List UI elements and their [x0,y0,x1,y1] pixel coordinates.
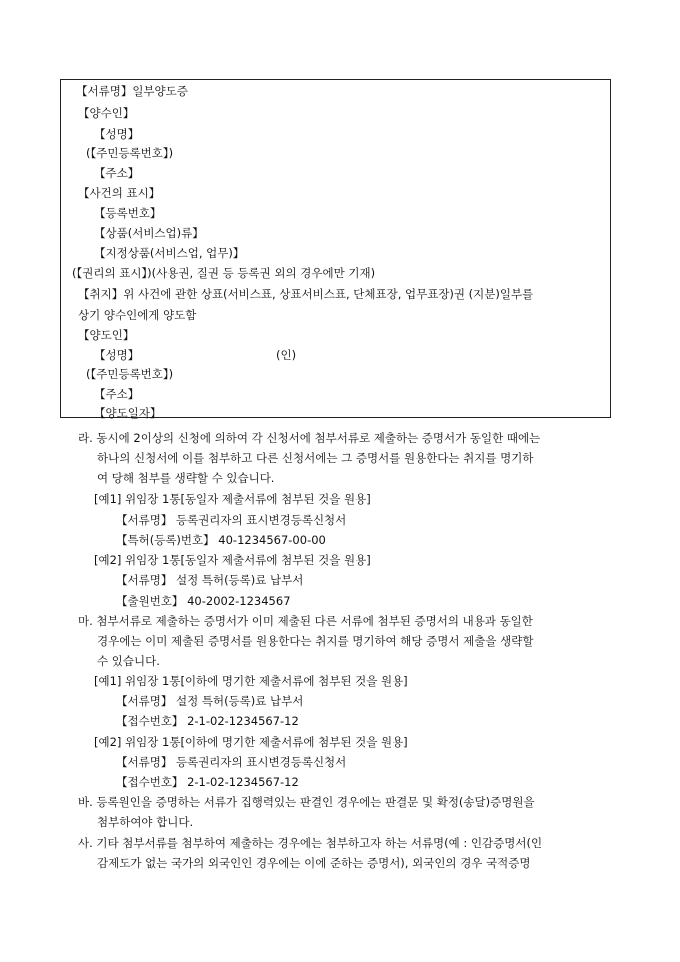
form-designated-goods: 【지정상품(서비스업, 업무)】 [94,246,245,260]
item-ma-example2: [예2] 위임장 1통[이하에 명기한 제출서류에 첨부된 것을 원용] [94,735,408,749]
form-doc-name: 【서류명】일부양도증 [76,84,188,98]
item-ma-line3: 수 있습니다. [97,654,160,668]
item-ba-line1: 바. 등록원인을 증명하는 서류가 집행력있는 판결인 경우에는 판결문 및 확정(송달)증명원을 [78,795,535,809]
form-reg-number: 【등록번호】 [94,206,162,220]
form-assignee-name: 【성명】 [94,127,140,141]
form-case-heading: 【사건의 표시】 [78,186,161,200]
item-ba-line2: 첨부하여야 합니다. [97,815,194,829]
item-ra-example2: [예2] 위임장 1통[동일자 제출서류에 첨부된 것을 원용] [94,553,371,567]
form-rights-indication: (【권리의 표시】)(사용권, 질권 등 등록권 외의 경우에만 기재) [72,266,376,280]
item-ra-example1-doc: 【서류명】 등록권리자의 표시변경등록신청서 [116,513,347,527]
form-purpose-line2: 상기 양수인에게 양도함 [78,308,197,322]
form-purpose-line1: 【취지】위 사건에 관한 상표(서비스표, 상표서비스표, 단체표장, 업무표장)권 (지분)일부를 [78,287,534,301]
transfer-form-box [60,79,611,418]
item-ma-example1-num: 【접수번호】 2-1-02-1234567-12 [116,714,299,728]
form-assignor-heading: 【양도인】 [78,328,135,342]
form-goods-class: 【상품(서비스업)류】 [94,226,204,240]
item-ma-line1: 마. 첨부서류로 제출하는 증명서가 이미 제출된 다른 서류에 첨부된 증명서의 내용과 동일한 [78,614,533,628]
item-ma-example2-num: 【접수번호】 2-1-02-1234567-12 [116,775,299,789]
item-ra-line2: 하나의 신청서에 이를 첨부하고 다른 신청서에는 그 증명서를 원용한다는 취지를 명기하 [97,451,534,465]
item-ma-example2-doc: 【서류명】 등록권리자의 표시변경등록신청서 [116,755,347,769]
item-ma-example1: [예1] 위임장 1통[이하에 명기한 제출서류에 첨부된 것을 원용] [94,674,408,688]
item-sa-line1: 사. 기타 첨부서류를 첨부하여 제출하는 경우에는 첨부하고자 하는 서류명(예 : 인감증명서(인 [78,836,543,850]
form-transfer-date: 【양도일자】 [94,406,162,420]
form-seal-mark: (인) [276,348,297,362]
item-ra-line3: 여 당해 첨부를 생략할 수 있습니다. [97,471,275,485]
form-assignee-rrn: (【주민등록번호】) [86,146,174,160]
form-assignee-heading: 【양수인】 [78,106,135,120]
form-assignor-name: 【성명】 [94,348,140,362]
form-assignor-address: 【주소】 [94,387,140,401]
item-ra-example2-num: 【출원번호】 40-2002-1234567 [116,594,291,608]
item-ra-example1: [예1] 위임장 1통[동일자 제출서류에 첨부된 것을 원용] [94,492,371,506]
item-ra-example2-doc: 【서류명】 설정 특허(등록)료 납부서 [116,573,304,587]
item-sa-line2: 감제도가 없는 국가의 외국인인 경우에는 이에 준하는 증명서), 외국인의 경우 국적증명 [97,856,531,870]
item-ra-example1-num: 【특허(등록)번호】 40-1234567-00-00 [116,533,326,547]
item-ra-line1: 라. 동시에 2이상의 신청에 의하여 각 신청서에 첨부서류로 제출하는 증명서가 동일한 때에는 [78,431,541,445]
item-ma-example1-doc: 【서류명】 설정 특허(등록)료 납부서 [116,694,304,708]
form-assignor-rrn: (【주민등록번호】) [86,367,174,381]
form-assignee-address: 【주소】 [94,166,140,180]
item-ma-line2: 경우에는 이미 제출된 증명서를 원용한다는 취지를 명기하여 해당 증명서 제출을 생략할 [97,634,534,648]
